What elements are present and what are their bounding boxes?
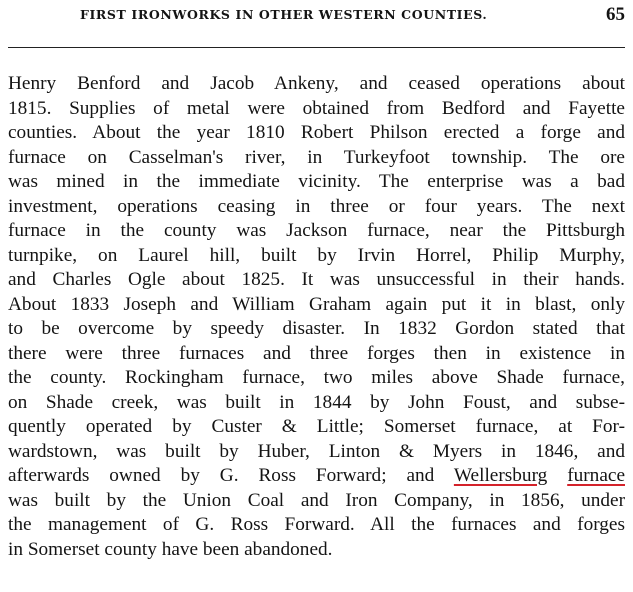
text-line: turnpike, on Laurel hill, built by Irvin Horrel, Philip Murphy, bbox=[8, 244, 625, 266]
text-line: the management of G. Ross Forward. All the furnaces and forges bbox=[8, 514, 625, 535]
page-number: 65 bbox=[606, 4, 625, 25]
text-segment: afterwards owned by G. Ross Forward; and bbox=[8, 465, 454, 486]
text-line: investment, operations ceasing in three or four years. The next bbox=[8, 195, 625, 217]
text-line: counties. About the year 1810 Robert Philson erected a forge and bbox=[8, 122, 625, 143]
text-line: on Shade creek, was built in 1844 by John Foust, and subse- bbox=[8, 391, 625, 413]
text-line: Henry Benford and Jacob Ankeny, and ceased operations about bbox=[8, 73, 625, 94]
text-line: furnace on Casselman's river, in Turkeyfoot township. The ore bbox=[8, 146, 625, 168]
text-line: there were three furnaces and three forges then in existence in bbox=[8, 342, 625, 364]
text-line: wardstown, was built by Huber, Linton & Myers in 1846, and bbox=[8, 440, 625, 462]
running-title: FIRST IRONWORKS IN OTHER WESTERN COUNTIES. bbox=[80, 7, 488, 22]
text-segment bbox=[547, 465, 567, 486]
text-line: 1815. Supplies of metal were obtained from Bedford and Fayette bbox=[8, 97, 625, 119]
text-line: furnace in the county was Jackson furnace, near the Pittsburgh bbox=[8, 220, 625, 241]
text-line: was mined in the immediate vicinity. The enterprise was a bad bbox=[8, 171, 625, 192]
header-rule bbox=[8, 47, 625, 48]
text-line: to be overcome by speedy disaster. In 1832 Gordon stated that bbox=[8, 318, 625, 339]
text-line: in Somerset county have been abandoned. bbox=[8, 538, 333, 560]
body-paragraph bbox=[8, 72, 625, 562]
running-head bbox=[80, 4, 625, 26]
text-line: was built by the Union Coal and Iron Company, in 1856, under bbox=[8, 489, 625, 511]
text-line: and Charles Ogle about 1825. It was unsuccessful in their hands. bbox=[8, 269, 625, 290]
text-line-highlighted bbox=[8, 464, 625, 489]
underlined-word-wellersburg: Wellersburg bbox=[453, 465, 548, 486]
text-line: the county. Rockingham furnace, two miles above Shade furnace, bbox=[8, 367, 625, 388]
text-line: quently operated by Custer & Little; Somerset furnace, at For- bbox=[8, 416, 625, 437]
text-line: About 1833 Joseph and William Graham again put it in blast, only bbox=[8, 293, 625, 315]
underlined-word-furnace: furnace bbox=[567, 465, 625, 486]
